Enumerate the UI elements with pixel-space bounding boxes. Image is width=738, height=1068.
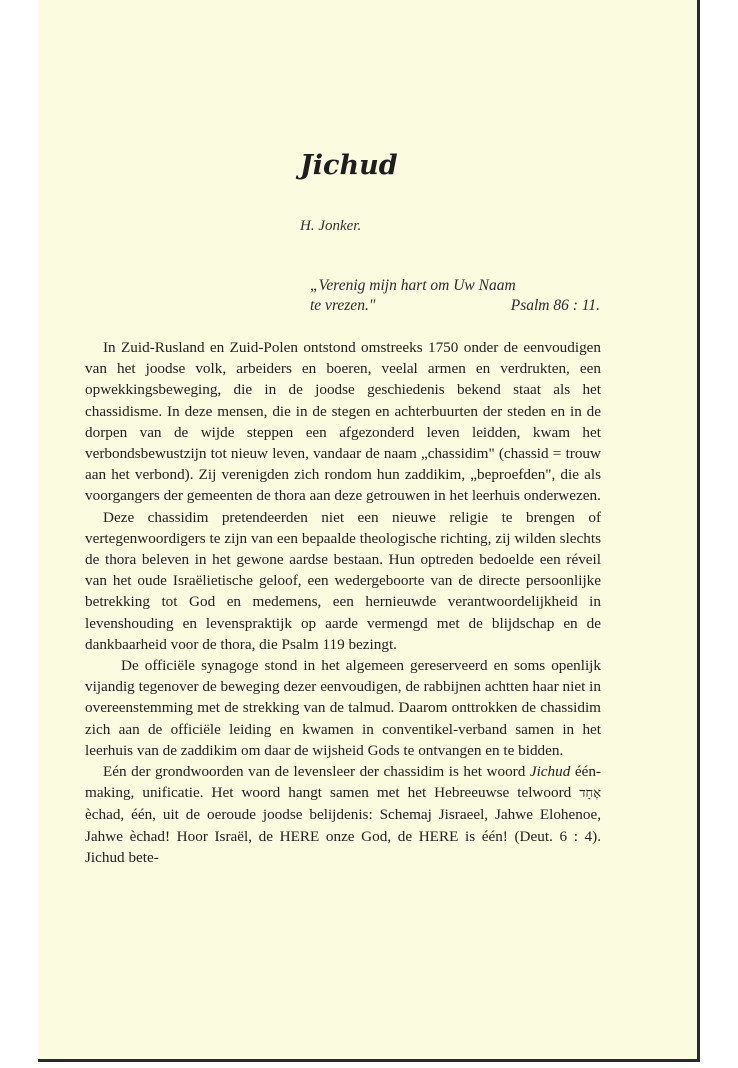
paragraph: In Zuid-Rusland en Zuid-Polen ontstond omstreeks 1750 onder de eenvoudigen van het joodse volk, arbeiders en boeren, veelal armen en verdrukten, een opwekkingsbeweging, die in de joodse geschiedenis bekend staat als het chassidisme. In deze mensen, die in de stegen en achterbuurten der steden en in de dorpen van de wijde steppen een afgezonderd leven leidden, kwam het verbondsbewustzijn tot nieuw leven, vandaar de naam „chassidim" (chassid = trouw aan het verbond). Zij verenigden zich rondom hun zaddikim, „beproefden", die als voorgangers der gemeenten de thora aan deze getrouwen in het leerhuis onderwezen.	[85, 339, 601, 505]
epigraph-reference: Psalm 86 : 11.	[510, 297, 600, 314]
article-title: Jichud	[300, 150, 398, 181]
document-page	[38, 0, 700, 1062]
term-jichud: Jichud	[529, 763, 571, 781]
paragraph-text: Eén der grondwoorden van de levensleer der chassidim is het woord	[103, 763, 530, 781]
epigraph-line-2: te vrezen."	[310, 297, 376, 314]
epigraph	[310, 276, 600, 316]
paragraph: Deze chassidim pretendeerden niet een nieuwe religie te brengen of vertegenwoordigers te zijn van een bepaalde theologische richting, zij wilden slechts de thora beleven in het gewone aardse bestaan. Hun optreden bedoelde een réveil van het oude Israëlietische geloof, een wedergeboorte van de directe persoonlijke betrekking tot God en medemens, een hernieuwde verantwoordelijkheid in levenshouding en levenspraktijk op aarde vermengd met de blijdschap en de dankbaarheid voor de thora, die Psalm 119 bezingt.	[85, 508, 601, 653]
hebrew-word: אֶחָד	[579, 786, 601, 802]
paragraph-jichud	[85, 761, 601, 868]
paragraph-text: èchad, één, uit de oeroude joodse belijdenis: Schemaj Jisraeel, Jahwe Elohenoe, Jahwe èchad! Hoor Israël, de HERE onze God, de HERE is één! (Deut. 6 : 4). Jichud bete-	[85, 806, 601, 866]
paragraph-text: één-making, unificatie. Het woord hangt samen met het Hebreeuwse telwoord	[85, 763, 601, 802]
paragraph: De officiële synagoge stond in het algemeen gereserveerd en soms openlijk vijandig tegenover de beweging dezer eenvoudigen, de rabbijnen achtten haar niet in overeenstemming met de strekking van de talmud. Daarom onttrokken de chassidim zich aan de officiële leiding en kwamen in conventikel-verband samen in het leerhuis van de zaddikim om daar de wijsheid Gods te ontvangen en te bidden.	[85, 657, 601, 759]
author-name: H. Jonker.	[300, 218, 362, 234]
epigraph-line-1: „Verenig mijn hart om Uw Naam	[310, 277, 516, 294]
article-body	[85, 337, 601, 868]
